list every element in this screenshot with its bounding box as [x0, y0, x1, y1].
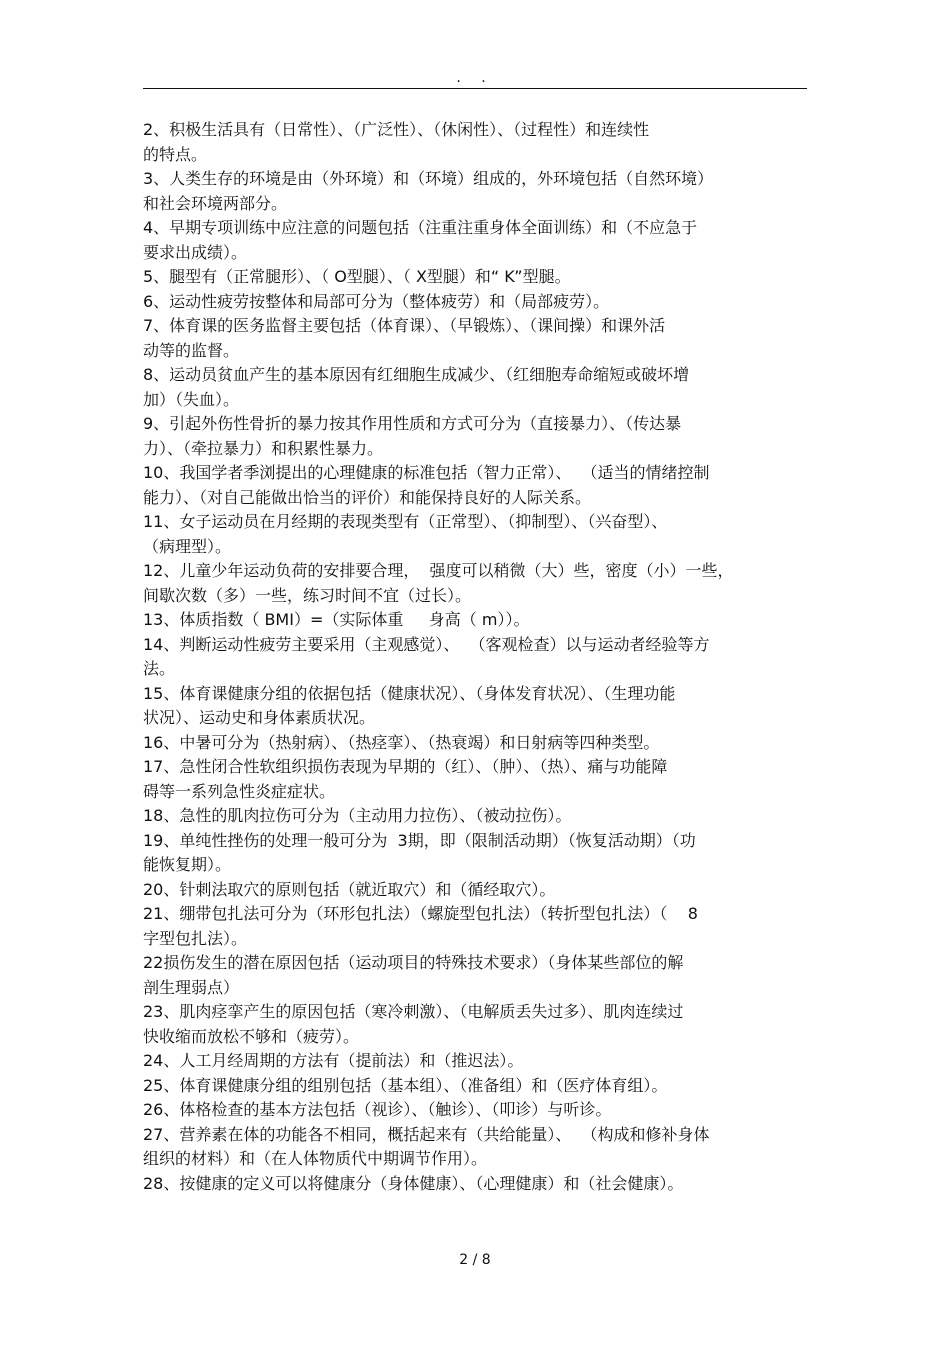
list-item [143, 608, 807, 633]
list-item-line: 和社会环境两部分。 [143, 193, 288, 213]
list-item-line: 法。 [143, 659, 176, 678]
list-item-line: 能恢复期）。 [143, 855, 232, 874]
list-item [143, 902, 807, 951]
list-item-line: 7、体育课的医务监督主要包括（体育课）、（早锻炼）、（课间操）和课外活 [143, 316, 666, 335]
list-item-line: 的特点。 [143, 144, 208, 164]
list-item-line: 28、按健康的定义可以将健康分（身体健康）、（心理健康）和（社会健康）。 [143, 1173, 684, 1193]
list-item [143, 1123, 807, 1172]
list-item-line: 能力）、（对自己能做出恰当的评价）和能保持良好的人际关系。 [143, 487, 592, 507]
list-item [143, 118, 807, 167]
list-item [143, 731, 807, 756]
list-item [143, 559, 807, 608]
list-item-line: 字型包扎法）。 [143, 928, 248, 948]
list-item [143, 1172, 807, 1197]
list-item-line: 碍等一系列急性炎症症状。 [143, 781, 336, 801]
document-body [143, 118, 807, 1196]
list-item-line: （病理型）。 [143, 536, 232, 556]
list-item-line: 快收缩而放松不够和（疲劳）。 [143, 1026, 360, 1046]
list-item-line: 13、体质指数（ BMI）=（实际体重 身高（ m））。 [143, 610, 530, 629]
list-item-line: 20、针刺法取穴的原则包括（就近取穴）和（循经取穴）。 [143, 879, 556, 899]
list-item [143, 951, 807, 1000]
list-item [143, 510, 807, 559]
header-rule [143, 88, 807, 89]
list-item [143, 804, 807, 829]
list-item-line: 2、积极生活具有（日常性）、（广泛性）、（休闲性）、（过程性）和连续性 [143, 120, 650, 139]
list-item [143, 314, 807, 363]
list-item [143, 412, 807, 461]
list-item-line: 19、单纯性挫伤的处理一般可分为 3期，即（限制活动期）（恢复活动期）（功 [143, 830, 696, 850]
list-item-line: 要求出成绩）。 [143, 242, 248, 262]
list-item-line: 组织的材料）和（在人体物质代中期调节作用）。 [143, 1149, 488, 1168]
list-item-line: 12、儿童少年运动负荷的安排要合理， 强度可以稍微（大）些，密度（小）一些， [143, 561, 734, 580]
header-dots: . . [456, 70, 494, 86]
list-item [143, 461, 807, 510]
list-item [143, 755, 807, 804]
list-item-line: 18、急性的肌肉拉伤可分为（主动用力拉伤）、（被动拉伤）。 [143, 806, 572, 825]
list-item [143, 1074, 807, 1099]
list-item [143, 829, 807, 878]
list-item-line: 15、体育课健康分组的依据包括（健康状况）、（身体发育状况）、（生理功能 [143, 683, 676, 703]
list-item [143, 265, 807, 290]
list-item-line: 14、判断运动性疲劳主要采用（主观感觉）、 （客观检查）以与运动者经验等方 [143, 634, 710, 654]
list-item-line: 5、腿型有（正常腿形）、（ O型腿）、（ X型腿）和“ K”型腿。 [143, 267, 571, 286]
list-item-line: 间歇次数（多）一些，练习时间不宜（过长）。 [143, 585, 472, 605]
list-item [143, 167, 807, 216]
list-item-line: 动等的监督。 [143, 340, 240, 360]
list-item-line: 25、体育课健康分组的组别包括（基本组）、（准备组）和（医疗体育组）。 [143, 1075, 668, 1095]
list-item [143, 878, 807, 903]
list-item-line: 剖生理弱点） [143, 977, 240, 997]
list-item [143, 1000, 807, 1049]
list-item-line: 8、运动员贫血产生的基本原因有红细胞生成减少、（红细胞寿命缩短或破坏增 [143, 365, 690, 384]
page-number: 2 / 8 [459, 1252, 491, 1268]
list-item-line: 27、营养素在体的功能各不相同，概括起来有（共给能量）、 （构成和修补身体 [143, 1124, 710, 1144]
list-item-line: 4、早期专项训练中应注意的问题包括（注重注重身体全面训练）和（不应急于 [143, 218, 698, 237]
list-item-line: 10、我国学者季浏提出的心理健康的标准包括（智力正常）、 （适当的情绪控制 [143, 463, 710, 482]
list-item-line: 16、中暑可分为（热射病）、（热痉挛）、（热衰竭）和日射病等四种类型。 [143, 732, 660, 752]
list-item [143, 1098, 807, 1123]
list-item-line: 24、人工月经周期的方法有（提前法）和（推迟法）。 [143, 1051, 524, 1070]
list-item-line: 21、绷带包扎法可分为（环形包扎法）（螺旋型包扎法）（转折型包扎法）（ 8 [143, 904, 698, 923]
list-item-line: 力）、（牵拉暴力）和积累性暴力。 [143, 438, 384, 458]
list-item-line: 17、急性闭合性软组织损伤表现为早期的（红）、（肿）、（热）、痛与功能障 [143, 757, 668, 776]
list-item-line: 3、人类生存的环境是由（外环境）和（环境）组成的，外环境包括（自然环境） [143, 169, 714, 188]
list-item-line: 23、肌肉痉挛产生的原因包括（寒冷刺激）、（电解质丢失过多）、肌肉连续过 [143, 1002, 684, 1021]
list-item-line: 11、女子运动员在月经期的表现类型有（正常型）、（抑制型）、（兴奋型）、 [143, 512, 668, 531]
list-item-line: 9、引起外伤性骨折的暴力按其作用性质和方式可分为（直接暴力）、（传达暴 [143, 414, 682, 433]
list-item-line: 22损伤发生的潜在原因包括（运动项目的特殊技术要求）（身体某些部位的解 [143, 953, 684, 972]
list-item-line: 加）（失血）。 [143, 389, 240, 409]
list-item [143, 682, 807, 731]
list-item-line: 状况）、运动史和身体素质状况。 [143, 708, 376, 727]
list-item [143, 1049, 807, 1074]
list-item [143, 633, 807, 682]
list-item [143, 363, 807, 412]
list-item [143, 216, 807, 265]
list-item [143, 290, 807, 315]
list-item-line: 26、体格检查的基本方法包括（视诊）、（触诊）、（叩诊）与听诊。 [143, 1100, 612, 1119]
list-item-line: 6、运动性疲劳按整体和局部可分为（整体疲劳）和（局部疲劳）。 [143, 291, 610, 311]
